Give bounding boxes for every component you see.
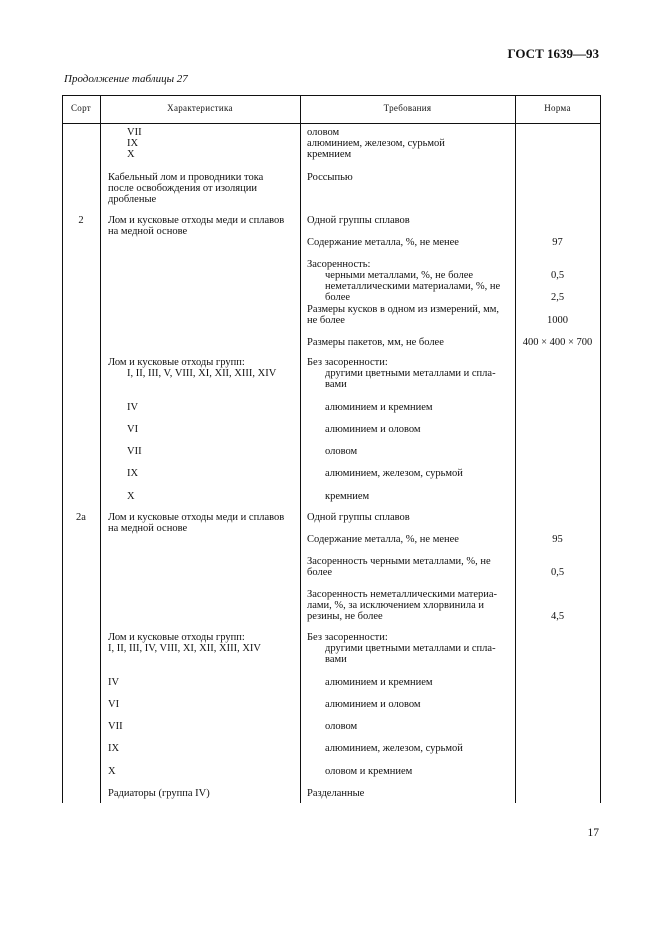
cell-requirement: Одной группы сплавов	[307, 512, 410, 523]
cell-characteristic: I, II, III, IV, VIII, XI, XII, XIII, XIV	[108, 643, 261, 654]
cell-requirement: алюминием, железом, сурьмой	[307, 138, 445, 149]
cell-requirement: алюминием и оловом	[325, 424, 421, 435]
cell-requirement: оловом	[325, 446, 358, 457]
cell-requirement: Одной группы сплавов	[307, 215, 410, 226]
table-top-border	[62, 95, 600, 96]
cell-requirement: оловом	[325, 721, 358, 732]
cell-requirement: лами, %, за исключением хлорвинила и	[307, 600, 484, 611]
cell-characteristic: VI	[108, 699, 120, 710]
cell-requirement: Засоренность черными металлами, %, не	[307, 556, 491, 567]
cell-characteristic: X	[127, 149, 135, 160]
cell-requirement: резины, не более	[307, 611, 383, 622]
cell-requirement: вами	[325, 379, 347, 390]
cell-characteristic: на медной основе	[108, 523, 188, 534]
cell-characteristic: Лом и кусковые отходы групп:	[108, 632, 245, 643]
cell-characteristic: VI	[127, 424, 139, 435]
cell-requirement: Содержание металла, %, не менее	[307, 534, 459, 545]
page-number: 17	[587, 827, 599, 839]
cell-sort: 2	[78, 215, 84, 226]
cell-characteristic: IX	[127, 468, 139, 479]
cell-norm: 97	[552, 237, 563, 248]
cell-requirement: алюминием, железом, сурьмой	[325, 468, 463, 479]
cell-requirement: не более	[307, 315, 345, 326]
table-col-divider-3	[515, 95, 516, 803]
cell-requirement: Без засоренности:	[307, 632, 388, 643]
cell-requirement: оловом	[307, 127, 340, 138]
cell-characteristic: Лом и кусковые отходы меди и сплавов	[108, 215, 285, 226]
column-header-norm: Норма	[544, 103, 571, 113]
cell-requirement: Размеры пакетов, мм, не более	[307, 337, 444, 348]
cell-requirement: Засоренность неметаллическими материа-	[307, 589, 498, 600]
cell-requirement: неметаллическими материалами, %, не	[325, 281, 501, 292]
cell-norm: 400 × 400 × 700	[522, 337, 593, 348]
cell-requirement: более	[307, 567, 333, 578]
cell-requirement: черными металлами, %, не более	[325, 270, 474, 281]
cell-norm: 4,5	[550, 611, 565, 622]
cell-norm: 1000	[547, 315, 568, 326]
cell-characteristic: IX	[108, 743, 120, 754]
cell-requirement: другими цветными металлами и спла-	[325, 368, 496, 379]
cell-requirement: алюминием и кремнием	[325, 677, 433, 688]
cell-norm: 2,5	[550, 292, 565, 303]
cell-requirement: алюминием, железом, сурьмой	[325, 743, 463, 754]
cell-characteristic: Лом и кусковые отходы меди и сплавов	[108, 512, 285, 523]
cell-requirement: Содержание металла, %, не менее	[307, 237, 459, 248]
cell-norm: 95	[552, 534, 563, 545]
cell-requirement: Разделанные	[307, 788, 365, 799]
cell-norm: 0,5	[550, 270, 565, 281]
cell-characteristic: VII	[108, 721, 123, 732]
cell-requirement: алюминием и кремнием	[325, 402, 433, 413]
standard-number: ГОСТ 1639—93	[507, 46, 599, 61]
cell-characteristic: Лом и кусковые отходы групп:	[108, 357, 245, 368]
cell-requirement: алюминием и оловом	[325, 699, 421, 710]
cell-characteristic: Кабельный лом и проводники тока	[108, 172, 264, 183]
cell-characteristic: после освобождения от изоляции	[108, 183, 257, 194]
cell-characteristic: VII	[127, 127, 142, 138]
table-col-divider-2	[300, 95, 301, 803]
cell-characteristic: X	[127, 491, 135, 502]
cell-characteristic: Радиаторы (группа IV)	[108, 788, 210, 799]
cell-requirement: Засоренность:	[307, 259, 371, 270]
cell-requirement: другими цветными металлами и спла-	[325, 643, 496, 654]
cell-characteristic: VII	[127, 446, 142, 457]
cell-requirement: более	[325, 292, 351, 303]
cell-characteristic: I, II, III, V, VIII, XI, XII, XIII, XIV	[127, 368, 277, 379]
cell-requirement: оловом и кремнием	[325, 766, 413, 777]
column-header-characteristic: Характеристика	[167, 103, 233, 113]
cell-characteristic: на медной основе	[108, 226, 188, 237]
table-col-divider-1	[100, 95, 101, 803]
cell-requirement: Размеры кусков в одном из измерений, мм,	[307, 304, 500, 315]
cell-requirement: Без засоренности:	[307, 357, 388, 368]
cell-characteristic: IX	[127, 138, 139, 149]
cell-characteristic: дробленые	[108, 194, 157, 205]
cell-characteristic: IV	[108, 677, 120, 688]
cell-requirement: вами	[325, 654, 347, 665]
table-left-border	[62, 95, 63, 803]
cell-requirement: Россыпью	[307, 172, 353, 183]
cell-requirement: кремнием	[307, 149, 352, 160]
column-header-sort: Сорт	[70, 103, 92, 113]
table-right-border	[600, 95, 601, 803]
cell-norm: 0,5	[550, 567, 565, 578]
cell-characteristic: IV	[127, 402, 139, 413]
table-header-border	[62, 123, 600, 124]
column-header-requirements: Требования	[383, 103, 432, 113]
cell-requirement: кремнием	[325, 491, 370, 502]
cell-characteristic: X	[108, 766, 116, 777]
table-continuation-caption: Продолжение таблицы 27	[64, 73, 188, 85]
cell-sort: 2а	[76, 512, 86, 523]
